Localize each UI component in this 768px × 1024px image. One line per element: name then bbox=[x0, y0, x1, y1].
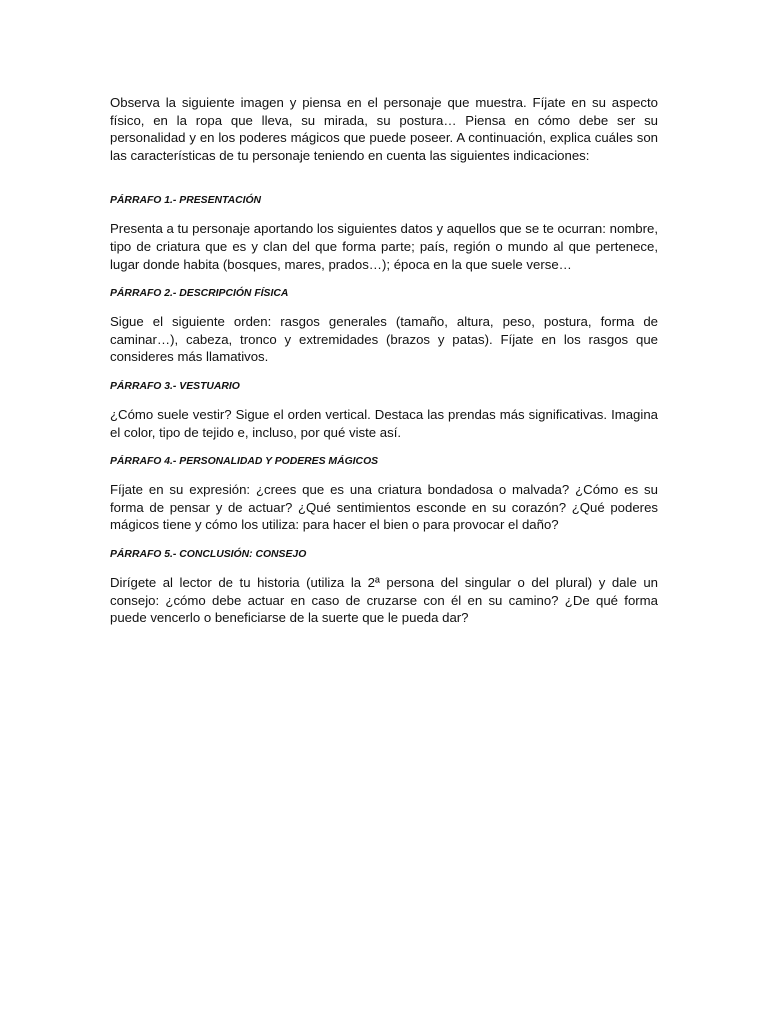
section-vestuario bbox=[110, 380, 658, 441]
section-conclusion bbox=[110, 548, 658, 627]
section-body: Dirígete al lector de tu historia (utiliza la 2ª persona del singular o del plural) y dale un consejo: ¿cómo debe actuar en caso de cruzarse con él en su camino? ¿De qué forma puede vencerlo o beneficiarse de la suerte que le pueda dar? bbox=[110, 574, 658, 626]
section-body: Sigue el siguiente orden: rasgos generales (tamaño, altura, peso, postura, forma de caminar…), cabeza, tronco y extremidades (brazos y patas). Fíjate en los rasgos que consideres más llamativos. bbox=[110, 314, 658, 365]
section-heading: PÁRRAFO 5.- CONCLUSIÓN: CONSEJO bbox=[110, 548, 307, 560]
section-presentacion bbox=[110, 194, 658, 273]
document-page bbox=[110, 94, 658, 627]
section-heading: PÁRRAFO 1.- PRESENTACIÓN bbox=[110, 195, 262, 207]
section-heading: PÁRRAFO 2.- DESCRIPCIÓN FÍSICA bbox=[110, 288, 289, 300]
section-body: Presenta a tu personaje aportando los siguientes datos y aquellos que se te ocurran: nombre, tipo de criatura que es y clan del que forma parte; país, región o mundo al que pertenece, lugar donde habita (bosques, mares, prados…); época en la que suele verse… bbox=[110, 221, 658, 272]
section-body: Fíjate en su expresión: ¿crees que es una criatura bondadosa o malvada? ¿Cómo es su forma de pensar y de actuar? ¿Qué sentimientos esconde en su corazón? ¿Qué poderes mágicos tiene y cómo los utiliza: para hacer el bien o para provocar el daño? bbox=[110, 482, 658, 533]
section-descripcion-fisica bbox=[110, 287, 658, 366]
section-heading: PÁRRAFO 3.- VESTUARIO bbox=[110, 380, 240, 392]
section-personalidad bbox=[110, 455, 658, 534]
intro-paragraph: Observa la siguiente imagen y piensa en el personaje que muestra. Fíjate en su aspecto físico, en la ropa que lleva, su mirada, su postura… Piensa en cómo debe ser su personalidad y en los poderes mágicos que puede poseer. A continuación, explica cuáles son las características de tu personaje teniendo en cuenta las siguientes indicaciones: bbox=[110, 95, 658, 163]
section-body: ¿Cómo suele vestir? Sigue el orden vertical. Destaca las prendas más significativas. Imagina el color, tipo de tejido e, incluso, por qué viste así. bbox=[110, 406, 658, 440]
section-heading: PÁRRAFO 4.- PERSONALIDAD Y PODERES MÁGICOS bbox=[110, 456, 379, 468]
